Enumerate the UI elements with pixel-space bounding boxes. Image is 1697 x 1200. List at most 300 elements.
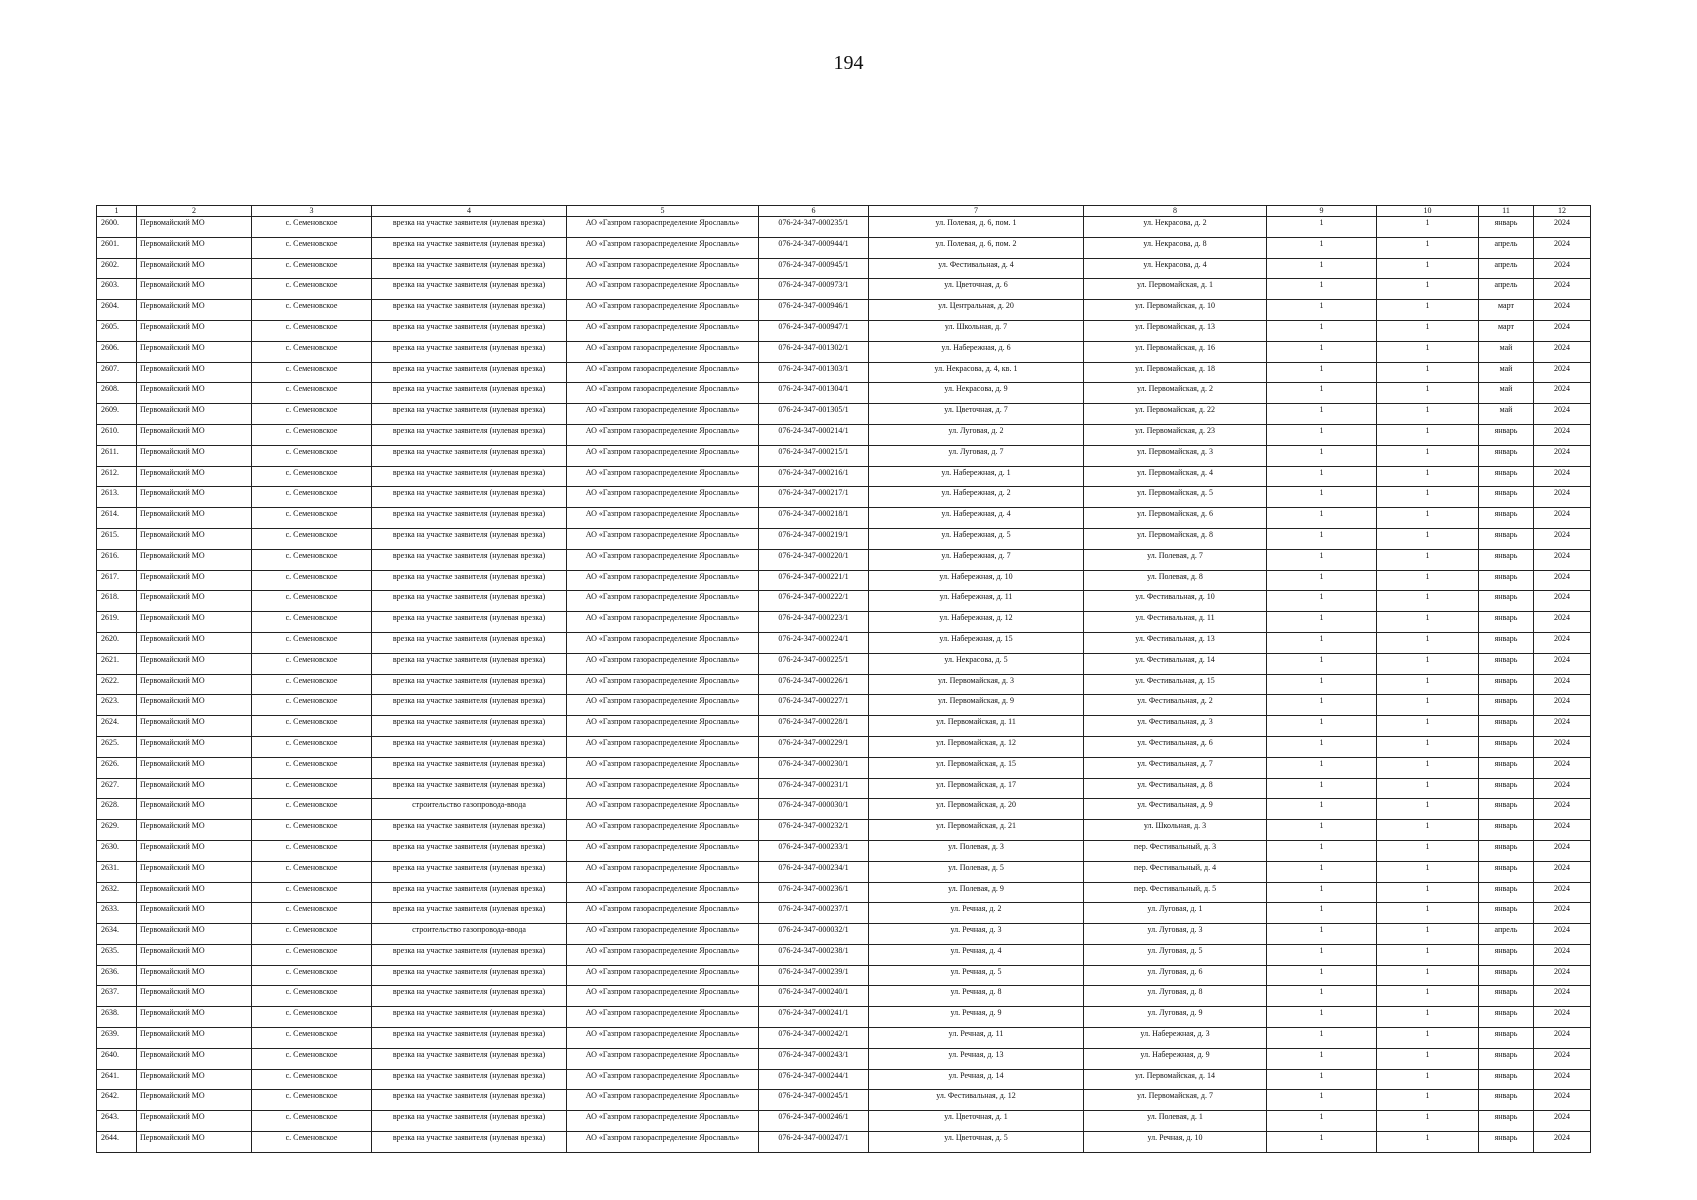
cell-year: 2024 xyxy=(1534,362,1591,383)
cell-address-from: ул. Речная, д. 14 xyxy=(869,1069,1084,1090)
cell-mun: Первомайский МО xyxy=(137,653,252,674)
cell-count-a: 1 xyxy=(1267,695,1377,716)
cell-work-type: врезка на участке заявителя (нулевая врезка) xyxy=(372,778,567,799)
cell-organization: АО «Газпром газораспределение Ярославль» xyxy=(567,674,759,695)
table-body xyxy=(97,217,1591,1153)
cell-organization: АО «Газпром газораспределение Ярославль» xyxy=(567,508,759,529)
cell-settlement: с. Семеновское xyxy=(252,861,372,882)
cell-count-b: 1 xyxy=(1377,695,1479,716)
cell-mun: Первомайский МО xyxy=(137,882,252,903)
table-row xyxy=(97,944,1591,965)
table-row xyxy=(97,612,1591,633)
cell-address-from: ул. Речная, д. 8 xyxy=(869,986,1084,1007)
cell-contract-number: 076-24-347-000241/1 xyxy=(759,1007,869,1028)
cell-year: 2024 xyxy=(1534,965,1591,986)
cell-count-a: 1 xyxy=(1267,778,1377,799)
cell-address-from: ул. Первомайская, д. 9 xyxy=(869,695,1084,716)
cell-count-b: 1 xyxy=(1377,882,1479,903)
cell-num: 2640. xyxy=(97,1048,137,1069)
cell-work-type: врезка на участке заявителя (нулевая врезка) xyxy=(372,674,567,695)
cell-contract-number: 076-24-347-000220/1 xyxy=(759,549,869,570)
cell-count-b: 1 xyxy=(1377,258,1479,279)
table-row xyxy=(97,258,1591,279)
table-row xyxy=(97,674,1591,695)
cell-month: апрель xyxy=(1479,924,1534,945)
cell-mun: Первомайский МО xyxy=(137,258,252,279)
cell-month: январь xyxy=(1479,549,1534,570)
cell-num: 2620. xyxy=(97,632,137,653)
cell-month: январь xyxy=(1479,736,1534,757)
cell-mun: Первомайский МО xyxy=(137,840,252,861)
cell-contract-number: 076-24-347-000032/1 xyxy=(759,924,869,945)
cell-settlement: с. Семеновское xyxy=(252,695,372,716)
cell-mun: Первомайский МО xyxy=(137,1007,252,1028)
cell-month: январь xyxy=(1479,1111,1534,1132)
table-row xyxy=(97,320,1591,341)
cell-organization: АО «Газпром газораспределение Ярославль» xyxy=(567,632,759,653)
cell-settlement: с. Семеновское xyxy=(252,1069,372,1090)
cell-num: 2605. xyxy=(97,320,137,341)
cell-settlement: с. Семеновское xyxy=(252,820,372,841)
cell-count-b: 1 xyxy=(1377,944,1479,965)
cell-month: январь xyxy=(1479,778,1534,799)
cell-work-type: врезка на участке заявителя (нулевая врезка) xyxy=(372,217,567,238)
cell-settlement: с. Семеновское xyxy=(252,799,372,820)
cell-num: 2631. xyxy=(97,861,137,882)
cell-count-b: 1 xyxy=(1377,716,1479,737)
cell-address-to: ул. Луговая, д. 1 xyxy=(1084,903,1267,924)
cell-month: апрель xyxy=(1479,258,1534,279)
cell-organization: АО «Газпром газораспределение Ярославль» xyxy=(567,217,759,238)
cell-work-type: врезка на участке заявителя (нулевая врезка) xyxy=(372,944,567,965)
cell-month: апрель xyxy=(1479,279,1534,300)
cell-settlement: с. Семеновское xyxy=(252,1028,372,1049)
cell-count-b: 1 xyxy=(1377,424,1479,445)
cell-month: май xyxy=(1479,341,1534,362)
cell-count-a: 1 xyxy=(1267,279,1377,300)
cell-address-to: ул. Полевая, д. 7 xyxy=(1084,549,1267,570)
cell-organization: АО «Газпром газораспределение Ярославль» xyxy=(567,258,759,279)
cell-settlement: с. Семеновское xyxy=(252,778,372,799)
cell-organization: АО «Газпром газораспределение Ярославль» xyxy=(567,320,759,341)
cell-settlement: с. Семеновское xyxy=(252,653,372,674)
cell-address-from: ул. Набережная, д. 15 xyxy=(869,632,1084,653)
cell-mun: Первомайский МО xyxy=(137,1132,252,1153)
cell-contract-number: 076-24-347-000237/1 xyxy=(759,903,869,924)
cell-year: 2024 xyxy=(1534,986,1591,1007)
cell-address-from: ул. Первомайская, д. 11 xyxy=(869,716,1084,737)
cell-address-to: ул. Луговая, д. 3 xyxy=(1084,924,1267,945)
cell-count-b: 1 xyxy=(1377,757,1479,778)
cell-count-a: 1 xyxy=(1267,445,1377,466)
cell-address-from: ул. Набережная, д. 11 xyxy=(869,591,1084,612)
cell-count-b: 1 xyxy=(1377,528,1479,549)
cell-work-type: врезка на участке заявителя (нулевая врезка) xyxy=(372,1111,567,1132)
cell-contract-number: 076-24-347-000216/1 xyxy=(759,466,869,487)
cell-address-from: ул. Луговая, д. 2 xyxy=(869,424,1084,445)
cell-organization: АО «Газпром газораспределение Ярославль» xyxy=(567,237,759,258)
cell-month: январь xyxy=(1479,1069,1534,1090)
cell-mun: Первомайский МО xyxy=(137,279,252,300)
cell-count-a: 1 xyxy=(1267,591,1377,612)
table-row xyxy=(97,861,1591,882)
cell-num: 2600. xyxy=(97,217,137,238)
cell-count-b: 1 xyxy=(1377,237,1479,258)
cell-year: 2024 xyxy=(1534,840,1591,861)
cell-count-b: 1 xyxy=(1377,1028,1479,1049)
cell-count-b: 1 xyxy=(1377,820,1479,841)
cell-mun: Первомайский МО xyxy=(137,466,252,487)
cell-num: 2630. xyxy=(97,840,137,861)
cell-settlement: с. Семеновское xyxy=(252,487,372,508)
cell-address-from: ул. Цветочная, д. 6 xyxy=(869,279,1084,300)
cell-year: 2024 xyxy=(1534,903,1591,924)
cell-work-type: врезка на участке заявителя (нулевая врезка) xyxy=(372,1090,567,1111)
cell-organization: АО «Газпром газораспределение Ярославль» xyxy=(567,466,759,487)
cell-work-type: врезка на участке заявителя (нулевая врезка) xyxy=(372,882,567,903)
cell-month: январь xyxy=(1479,424,1534,445)
cell-month: январь xyxy=(1479,799,1534,820)
cell-month: январь xyxy=(1479,570,1534,591)
cell-mun: Первомайский МО xyxy=(137,612,252,633)
cell-month: январь xyxy=(1479,1007,1534,1028)
cell-month: январь xyxy=(1479,716,1534,737)
cell-year: 2024 xyxy=(1534,861,1591,882)
cell-work-type: врезка на участке заявителя (нулевая врезка) xyxy=(372,612,567,633)
cell-year: 2024 xyxy=(1534,217,1591,238)
cell-work-type: врезка на участке заявителя (нулевая врезка) xyxy=(372,632,567,653)
cell-count-a: 1 xyxy=(1267,1028,1377,1049)
cell-count-a: 1 xyxy=(1267,612,1377,633)
table-row xyxy=(97,1132,1591,1153)
cell-year: 2024 xyxy=(1534,1069,1591,1090)
cell-settlement: с. Семеновское xyxy=(252,383,372,404)
cell-address-to: ул. Первомайская, д. 22 xyxy=(1084,404,1267,425)
cell-mun: Первомайский МО xyxy=(137,861,252,882)
cell-address-to: ул. Школьная, д. 3 xyxy=(1084,820,1267,841)
cell-settlement: с. Семеновское xyxy=(252,612,372,633)
cell-settlement: с. Семеновское xyxy=(252,445,372,466)
cell-count-a: 1 xyxy=(1267,861,1377,882)
cell-month: январь xyxy=(1479,882,1534,903)
cell-organization: АО «Газпром газораспределение Ярославль» xyxy=(567,757,759,778)
cell-organization: АО «Газпром газораспределение Ярославль» xyxy=(567,695,759,716)
cell-count-b: 1 xyxy=(1377,300,1479,321)
cell-mun: Первомайский МО xyxy=(137,736,252,757)
cell-month: январь xyxy=(1479,508,1534,529)
cell-month: январь xyxy=(1479,944,1534,965)
cell-address-from: ул. Набережная, д. 2 xyxy=(869,487,1084,508)
table-row xyxy=(97,466,1591,487)
cell-address-to: ул. Фестивальная, д. 11 xyxy=(1084,612,1267,633)
cell-month: январь xyxy=(1479,466,1534,487)
cell-work-type: врезка на участке заявителя (нулевая врезка) xyxy=(372,1132,567,1153)
cell-month: май xyxy=(1479,362,1534,383)
cell-address-from: ул. Луговая, д. 7 xyxy=(869,445,1084,466)
cell-settlement: с. Семеновское xyxy=(252,508,372,529)
cell-contract-number: 076-24-347-001302/1 xyxy=(759,341,869,362)
cell-count-b: 1 xyxy=(1377,1069,1479,1090)
cell-organization: АО «Газпром газораспределение Ярославль» xyxy=(567,778,759,799)
cell-contract-number: 076-24-347-000219/1 xyxy=(759,528,869,549)
cell-count-b: 1 xyxy=(1377,1048,1479,1069)
cell-year: 2024 xyxy=(1534,799,1591,820)
cell-num: 2629. xyxy=(97,820,137,841)
cell-num: 2615. xyxy=(97,528,137,549)
cell-count-a: 1 xyxy=(1267,965,1377,986)
cell-work-type: врезка на участке заявителя (нулевая врезка) xyxy=(372,320,567,341)
cell-count-a: 1 xyxy=(1267,653,1377,674)
cell-count-a: 1 xyxy=(1267,487,1377,508)
cell-month: январь xyxy=(1479,217,1534,238)
cell-count-b: 1 xyxy=(1377,612,1479,633)
table-row xyxy=(97,487,1591,508)
cell-count-b: 1 xyxy=(1377,341,1479,362)
cell-num: 2636. xyxy=(97,965,137,986)
cell-count-a: 1 xyxy=(1267,632,1377,653)
cell-year: 2024 xyxy=(1534,757,1591,778)
cell-mun: Первомайский МО xyxy=(137,778,252,799)
cell-year: 2024 xyxy=(1534,279,1591,300)
cell-year: 2024 xyxy=(1534,570,1591,591)
cell-organization: АО «Газпром газораспределение Ярославль» xyxy=(567,1028,759,1049)
cell-work-type: врезка на участке заявителя (нулевая врезка) xyxy=(372,591,567,612)
column-header-11: 11 xyxy=(1479,206,1534,217)
cell-address-to: пер. Фестивальный, д. 4 xyxy=(1084,861,1267,882)
cell-mun: Первомайский МО xyxy=(137,924,252,945)
cell-num: 2622. xyxy=(97,674,137,695)
cell-organization: АО «Газпром газораспределение Ярославль» xyxy=(567,653,759,674)
cell-count-a: 1 xyxy=(1267,716,1377,737)
cell-count-b: 1 xyxy=(1377,279,1479,300)
cell-settlement: с. Семеновское xyxy=(252,570,372,591)
cell-address-from: ул. Речная, д. 5 xyxy=(869,965,1084,986)
cell-contract-number: 076-24-347-000243/1 xyxy=(759,1048,869,1069)
cell-year: 2024 xyxy=(1534,424,1591,445)
cell-organization: АО «Газпром газораспределение Ярославль» xyxy=(567,986,759,1007)
table-row xyxy=(97,1007,1591,1028)
cell-count-b: 1 xyxy=(1377,404,1479,425)
cell-count-a: 1 xyxy=(1267,903,1377,924)
cell-num: 2639. xyxy=(97,1028,137,1049)
cell-count-a: 1 xyxy=(1267,1090,1377,1111)
cell-count-a: 1 xyxy=(1267,944,1377,965)
cell-count-a: 1 xyxy=(1267,362,1377,383)
cell-address-to: ул. Полевая, д. 1 xyxy=(1084,1111,1267,1132)
cell-num: 2602. xyxy=(97,258,137,279)
cell-address-from: ул. Первомайская, д. 17 xyxy=(869,778,1084,799)
cell-work-type: врезка на участке заявителя (нулевая врезка) xyxy=(372,903,567,924)
cell-address-from: ул. Набережная, д. 7 xyxy=(869,549,1084,570)
cell-organization: АО «Газпром газораспределение Ярославль» xyxy=(567,424,759,445)
cell-year: 2024 xyxy=(1534,612,1591,633)
cell-count-a: 1 xyxy=(1267,986,1377,1007)
cell-work-type: врезка на участке заявителя (нулевая врезка) xyxy=(372,528,567,549)
cell-work-type: врезка на участке заявителя (нулевая врезка) xyxy=(372,424,567,445)
cell-num: 2643. xyxy=(97,1111,137,1132)
cell-count-b: 1 xyxy=(1377,1090,1479,1111)
cell-count-b: 1 xyxy=(1377,466,1479,487)
cell-address-from: ул. Речная, д. 2 xyxy=(869,903,1084,924)
table-row xyxy=(97,279,1591,300)
cell-month: январь xyxy=(1479,1028,1534,1049)
cell-num: 2637. xyxy=(97,986,137,1007)
table-row xyxy=(97,1069,1591,1090)
cell-organization: АО «Газпром газораспределение Ярославль» xyxy=(567,341,759,362)
page-number: 194 xyxy=(833,52,864,74)
column-header-10: 10 xyxy=(1377,206,1479,217)
cell-count-a: 1 xyxy=(1267,882,1377,903)
cell-address-from: ул. Полевая, д. 3 xyxy=(869,840,1084,861)
cell-contract-number: 076-24-347-000945/1 xyxy=(759,258,869,279)
cell-contract-number: 076-24-347-000229/1 xyxy=(759,736,869,757)
table-row xyxy=(97,341,1591,362)
cell-work-type: врезка на участке заявителя (нулевая врезка) xyxy=(372,404,567,425)
cell-address-to: пер. Фестивальный, д. 5 xyxy=(1084,882,1267,903)
cell-count-a: 1 xyxy=(1267,341,1377,362)
cell-num: 2619. xyxy=(97,612,137,633)
cell-count-a: 1 xyxy=(1267,258,1377,279)
cell-organization: АО «Газпром газораспределение Ярославль» xyxy=(567,1007,759,1028)
table-row xyxy=(97,445,1591,466)
cell-count-b: 1 xyxy=(1377,653,1479,674)
table-row xyxy=(97,1090,1591,1111)
cell-contract-number: 076-24-347-000236/1 xyxy=(759,882,869,903)
cell-settlement: с. Семеновское xyxy=(252,674,372,695)
cell-organization: АО «Газпром газораспределение Ярославль» xyxy=(567,549,759,570)
cell-address-from: ул. Первомайская, д. 12 xyxy=(869,736,1084,757)
cell-organization: АО «Газпром газораспределение Ярославль» xyxy=(567,799,759,820)
cell-contract-number: 076-24-347-000224/1 xyxy=(759,632,869,653)
cell-address-from: ул. Цветочная, д. 5 xyxy=(869,1132,1084,1153)
table-row xyxy=(97,549,1591,570)
cell-address-to: ул. Набережная, д. 9 xyxy=(1084,1048,1267,1069)
cell-address-from: ул. Речная, д. 4 xyxy=(869,944,1084,965)
cell-count-b: 1 xyxy=(1377,778,1479,799)
cell-num: 2606. xyxy=(97,341,137,362)
cell-month: январь xyxy=(1479,861,1534,882)
cell-address-to: ул. Фестивальная, д. 2 xyxy=(1084,695,1267,716)
cell-contract-number: 076-24-347-000230/1 xyxy=(759,757,869,778)
cell-month: январь xyxy=(1479,903,1534,924)
cell-num: 2628. xyxy=(97,799,137,820)
cell-settlement: с. Семеновское xyxy=(252,258,372,279)
table-row xyxy=(97,383,1591,404)
cell-address-from: ул. Набережная, д. 4 xyxy=(869,508,1084,529)
cell-mun: Первомайский МО xyxy=(137,528,252,549)
cell-year: 2024 xyxy=(1534,1007,1591,1028)
cell-address-to: ул. Фестивальная, д. 9 xyxy=(1084,799,1267,820)
cell-contract-number: 076-24-347-000223/1 xyxy=(759,612,869,633)
cell-organization: АО «Газпром газораспределение Ярославль» xyxy=(567,404,759,425)
cell-count-a: 1 xyxy=(1267,674,1377,695)
cell-address-to: ул. Первомайская, д. 7 xyxy=(1084,1090,1267,1111)
cell-settlement: с. Семеновское xyxy=(252,300,372,321)
cell-address-from: ул. Полевая, д. 6, пом. 1 xyxy=(869,217,1084,238)
cell-num: 2612. xyxy=(97,466,137,487)
cell-year: 2024 xyxy=(1534,695,1591,716)
cell-mun: Первомайский МО xyxy=(137,1090,252,1111)
cell-work-type: врезка на участке заявителя (нулевая врезка) xyxy=(372,1007,567,1028)
column-header-9: 9 xyxy=(1267,206,1377,217)
cell-year: 2024 xyxy=(1534,591,1591,612)
cell-count-b: 1 xyxy=(1377,903,1479,924)
cell-mun: Первомайский МО xyxy=(137,404,252,425)
table-row xyxy=(97,362,1591,383)
cell-contract-number: 076-24-347-000218/1 xyxy=(759,508,869,529)
cell-month: январь xyxy=(1479,528,1534,549)
cell-count-a: 1 xyxy=(1267,424,1377,445)
table-row xyxy=(97,591,1591,612)
cell-work-type: врезка на участке заявителя (нулевая врезка) xyxy=(372,279,567,300)
cell-mun: Первомайский МО xyxy=(137,487,252,508)
cell-num: 2603. xyxy=(97,279,137,300)
cell-contract-number: 076-24-347-000235/1 xyxy=(759,217,869,238)
cell-address-from: ул. Первомайская, д. 15 xyxy=(869,757,1084,778)
cell-year: 2024 xyxy=(1534,716,1591,737)
cell-year: 2024 xyxy=(1534,487,1591,508)
cell-work-type: врезка на участке заявителя (нулевая врезка) xyxy=(372,716,567,737)
cell-settlement: с. Семеновское xyxy=(252,549,372,570)
cell-count-a: 1 xyxy=(1267,840,1377,861)
cell-settlement: с. Семеновское xyxy=(252,882,372,903)
cell-address-to: ул. Первомайская, д. 8 xyxy=(1084,528,1267,549)
cell-year: 2024 xyxy=(1534,528,1591,549)
cell-month: январь xyxy=(1479,986,1534,1007)
cell-mun: Первомайский МО xyxy=(137,320,252,341)
cell-mun: Первомайский МО xyxy=(137,591,252,612)
cell-contract-number: 076-24-347-000944/1 xyxy=(759,237,869,258)
cell-contract-number: 076-24-347-000238/1 xyxy=(759,944,869,965)
cell-address-to: ул. Первомайская, д. 4 xyxy=(1084,466,1267,487)
cell-count-b: 1 xyxy=(1377,591,1479,612)
cell-num: 2623. xyxy=(97,695,137,716)
cell-count-b: 1 xyxy=(1377,924,1479,945)
cell-work-type: врезка на участке заявителя (нулевая врезка) xyxy=(372,258,567,279)
cell-address-to: ул. Некрасова, д. 8 xyxy=(1084,237,1267,258)
cell-organization: АО «Газпром газораспределение Ярославль» xyxy=(567,820,759,841)
cell-organization: АО «Газпром газораспределение Ярославль» xyxy=(567,861,759,882)
cell-count-a: 1 xyxy=(1267,570,1377,591)
cell-count-b: 1 xyxy=(1377,1007,1479,1028)
cell-count-a: 1 xyxy=(1267,736,1377,757)
cell-address-to: ул. Фестивальная, д. 14 xyxy=(1084,653,1267,674)
cell-address-to: ул. Речная, д. 10 xyxy=(1084,1132,1267,1153)
cell-num: 2634. xyxy=(97,924,137,945)
cell-address-to: ул. Первомайская, д. 3 xyxy=(1084,445,1267,466)
cell-work-type: строительство газопровода-ввода xyxy=(372,924,567,945)
cell-count-b: 1 xyxy=(1377,799,1479,820)
cell-year: 2024 xyxy=(1534,300,1591,321)
table-row xyxy=(97,237,1591,258)
cell-address-to: ул. Фестивальная, д. 10 xyxy=(1084,591,1267,612)
cell-num: 2604. xyxy=(97,300,137,321)
column-header-7: 7 xyxy=(869,206,1084,217)
cell-address-to: ул. Первомайская, д. 10 xyxy=(1084,300,1267,321)
cell-count-a: 1 xyxy=(1267,1111,1377,1132)
cell-work-type: врезка на участке заявителя (нулевая врезка) xyxy=(372,445,567,466)
cell-year: 2024 xyxy=(1534,674,1591,695)
cell-num: 2614. xyxy=(97,508,137,529)
cell-address-to: ул. Фестивальная, д. 8 xyxy=(1084,778,1267,799)
cell-settlement: с. Семеновское xyxy=(252,1048,372,1069)
cell-year: 2024 xyxy=(1534,383,1591,404)
cell-work-type: врезка на участке заявителя (нулевая врезка) xyxy=(372,1028,567,1049)
cell-count-a: 1 xyxy=(1267,1048,1377,1069)
cell-work-type: строительство газопровода-ввода xyxy=(372,799,567,820)
cell-mun: Первомайский МО xyxy=(137,716,252,737)
cell-year: 2024 xyxy=(1534,341,1591,362)
